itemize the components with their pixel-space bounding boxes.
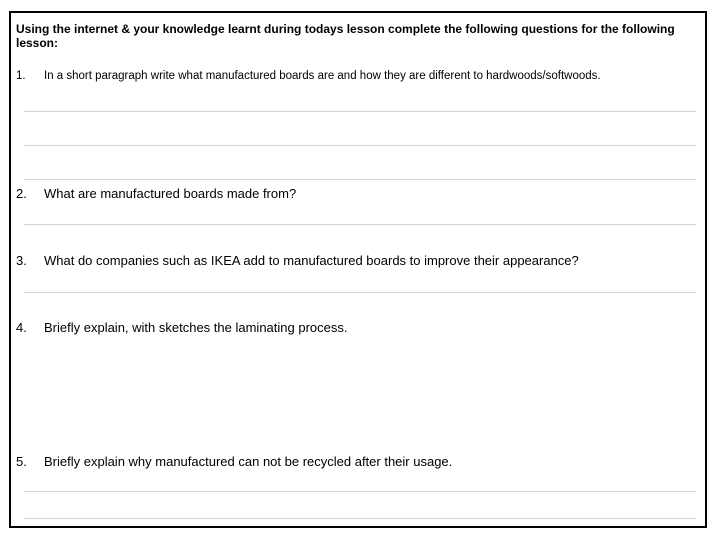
question-text: What are manufactured boards made from? [44, 186, 297, 201]
question-text: In a short paragraph write what manufactured boards are and how they are different to hardwoods/softwoods. [44, 70, 601, 82]
question-number: 3. [16, 253, 27, 268]
question-text: What do companies such as IKEA add to manufactured boards to improve their appearance? [44, 253, 579, 268]
answer-line [24, 145, 696, 146]
answer-line [24, 224, 696, 225]
question-number: 2. [16, 186, 27, 201]
answer-line [24, 292, 696, 293]
question-number: 1. [16, 70, 26, 82]
answer-line [24, 179, 696, 180]
answer-line [24, 111, 696, 112]
question-number: 5. [16, 454, 27, 469]
answer-line [24, 518, 696, 519]
worksheet-frame [9, 11, 707, 528]
instructions-heading: Using the internet & your knowledge learnt during todays lesson complete the following questions for the following lesson: [16, 22, 675, 50]
question-text: Briefly explain, with sketches the laminating process. [44, 320, 348, 335]
question-text: Briefly explain why manufactured can not be recycled after their usage. [44, 454, 453, 469]
answer-line [24, 491, 696, 492]
question-number: 4. [16, 320, 27, 335]
